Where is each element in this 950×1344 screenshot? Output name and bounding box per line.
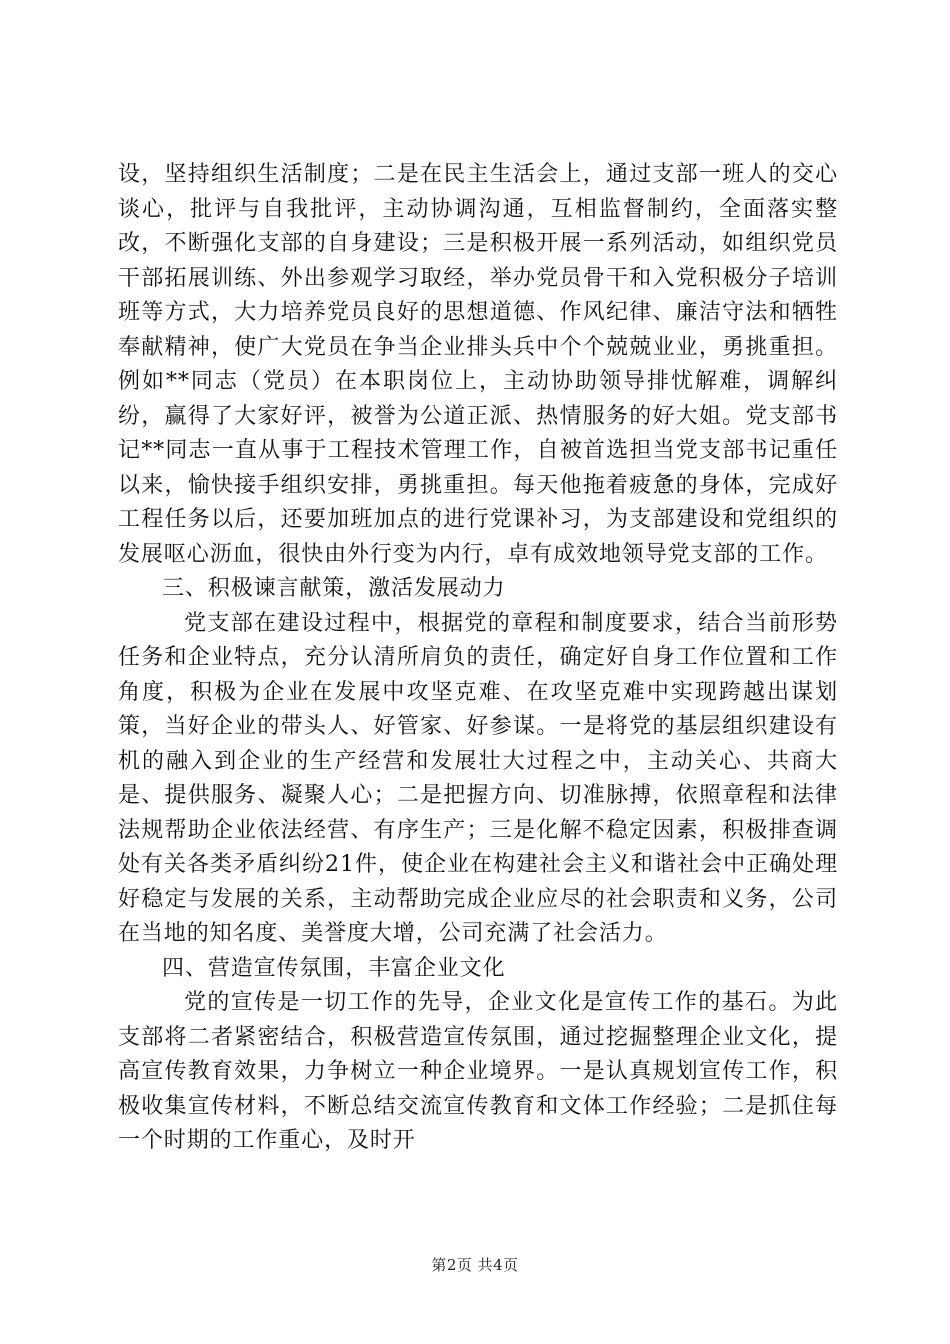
page-number-footer: 第2页 共4页: [431, 1256, 519, 1274]
section-heading-four: 四、营造宣传氛围，丰富企业文化: [162, 955, 506, 981]
document-body: [118, 158, 838, 1159]
paragraph-continuation: 设，坚持组织生活制度；二是在民主生活会上，通过支部一班人的交心谈心，批评与自我批评，主动协调沟通，互相监督制约，全面落实整改，不断强化支部的自身建设；三是积极开展一系列活动，如组织党员干部拓展训练、外出参观学习取经，举办党员骨干和入党积极分子培训班等方式，大力培养党员良好的思想道德、作风纪律、廉洁守法和牺牲奉献精神，使广大党员在争当企业排头兵中个个兢兢业业，勇挑重担。例如**同志（党员）在本职岗位上，主动协助领导排忧解难，调解纠纷，赢得了大家好评，被誉为公道正派、热情服务的好大姐。党支部书记**同志一直从事于工程技术管理工作，自被首选担当党支部书记重任以来，愉快接手组织安排，勇挑重担。每天他拖着疲惫的身体，完成好工程任务以后，还要加班加点的进行党课补习，为支部建设和党组织的发展呕心沥血，很快由外行变为内行，卓有成效地领导党支部的工作。: [118, 162, 838, 567]
paragraph-section-three: 党支部在建设过程中，根据党的章程和制度要求，结合当前形势任务和企业特点，充分认清所肩负的责任，确定好自身工作位置和工作角度，积极为企业在发展中攻坚克难、在攻坚克难中实现跨越出谋划策，当好企业的带头人、好管家、好参谋。一是将党的基层组织建设有机的融入到企业的生产经营和发展壮大过程之中，主动关心、共商大是、提供服务、凝聚人心；二是把握方向、切准脉搏，依照章程和法律法规帮助企业依法经营、有序生产；三是化解不稳定因素，积极排查调处有关各类矛盾纠纷21件，使企业在构建社会主义和谐社会中正确处理好稳定与发展的关系，主动帮助完成企业应尽的社会职责和义务，公司在当地的知名度、美誉度大增，公司充满了社会活力。: [118, 610, 838, 946]
section-heading-three: 三、积极谏言献策，激活发展动力: [162, 576, 506, 601]
paragraph-section-four: 党的宣传是一切工作的先导，企业文化是宣传工作的基石。为此支部将二者紧密结合，积极营造宣传氛围，通过挖掘整理企业文化，提高宣传教育效果，力争树立一种企业境界。一是认真规划宣传工作，积极收集宣传材料，不断总结交流宣传教育和文体工作经验；二是抓住每一个时期的工作重心，及时开: [118, 990, 838, 1153]
